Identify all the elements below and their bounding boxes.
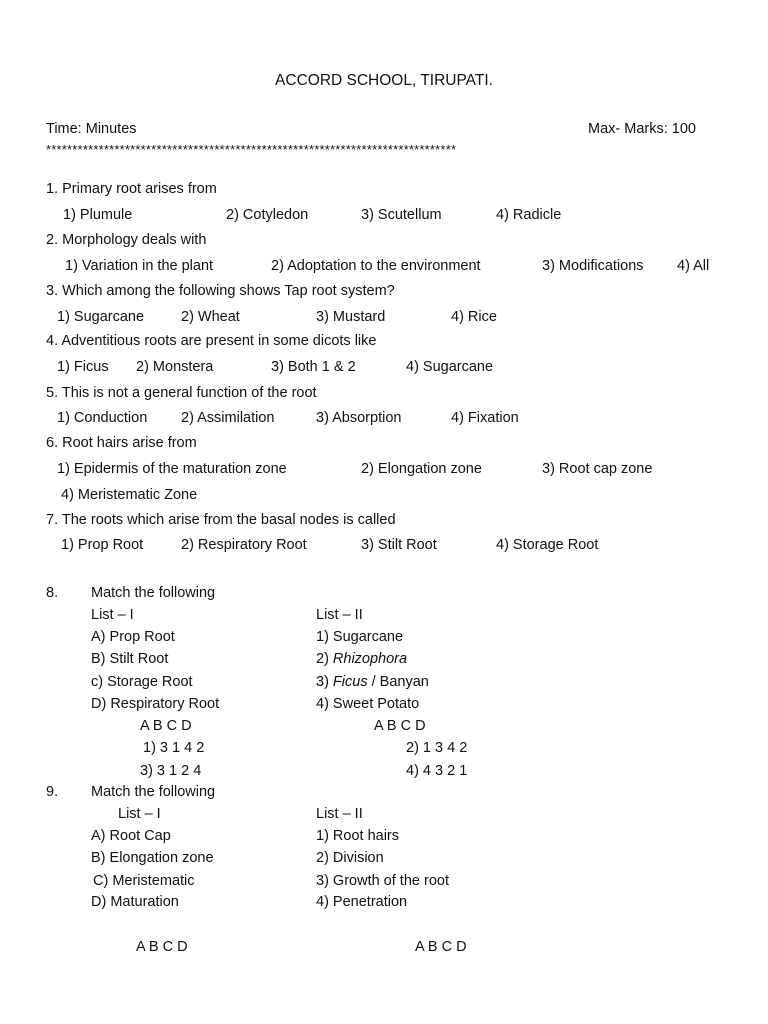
q1-option-4: 4) Radicle [496, 207, 562, 223]
q6-option-1: 1) Epidermis of the maturation zone [57, 461, 287, 477]
question-9-number: 9. [46, 784, 59, 800]
q3-option-1: 1) Sugarcane [57, 309, 145, 325]
q9-list1-item: C) Meristematic [93, 873, 195, 889]
q3-option-2: 2) Wheat [181, 309, 240, 325]
q7-option-1: 1) Prop Root [61, 537, 144, 553]
q8-list2-item [316, 651, 407, 667]
q9-list2-item: 2) Division [316, 850, 384, 866]
q3-option-4: 4) Rice [451, 309, 497, 325]
q8-list2-prefix: 2) [316, 651, 333, 667]
question-4: 4. Adventitious roots are present in some dicots like [46, 333, 377, 349]
q8-list1-item: B) Stilt Root [91, 651, 169, 667]
q9-list1-heading: List – I [118, 806, 161, 822]
q8-list1-item: D) Respiratory Root [91, 696, 220, 712]
q7-option-3: 3) Stilt Root [361, 537, 437, 553]
q8-list2-item: 4) Sweet Potato [316, 696, 420, 712]
q9-abcd-left: A B C D [136, 939, 188, 955]
q2-option-2: 2) Adoptation to the environment [271, 258, 481, 274]
q8-banyan: / Banyan [367, 674, 429, 690]
question-8-number: 8. [46, 585, 59, 601]
question-3: 3. Which among the following shows Tap root system? [46, 283, 395, 299]
q2-option-1: 1) Variation in the plant [65, 258, 214, 274]
question-7: 7. The roots which arise from the basal nodes is called [46, 512, 396, 528]
q4-option-4: 4) Sugarcane [406, 359, 494, 375]
question-2: 2. Morphology deals with [46, 232, 207, 248]
question-5: 5. This is not a general function of the root [46, 385, 317, 401]
q6-option-2: 2) Elongation zone [361, 461, 482, 477]
q5-option-3: 3) Absorption [316, 410, 402, 426]
q8-abcd-left: A B C D [140, 718, 192, 734]
q1-option-2: 2) Cotyledon [226, 207, 309, 223]
q6-option-4: 4) Meristematic Zone [61, 487, 198, 503]
q6-option-3: 3) Root cap zone [542, 461, 653, 477]
question-9-title: Match the following [91, 784, 216, 800]
separator-line: ****************************************************************************** [46, 142, 457, 157]
q9-list1-item: A) Root Cap [91, 828, 171, 844]
q4-option-1: 1) Ficus [57, 359, 109, 375]
q1-option-1: 1) Plumule [63, 207, 133, 223]
q9-list2-heading: List – II [316, 806, 363, 822]
q8-rhizophora: Rhizophora [332, 651, 408, 667]
q9-abcd-right: A B C D [415, 939, 467, 955]
q4-option-2: 2) Monstera [136, 359, 214, 375]
q2-option-3: 3) Modifications [542, 258, 644, 274]
q9-list2-item: 4) Penetration [316, 894, 408, 910]
q2-option-4: 4) All [677, 258, 710, 274]
q7-option-4: 4) Storage Root [496, 537, 599, 553]
q8-option-4: 4) 4 3 2 1 [406, 763, 468, 779]
q5-option-4: 4) Fixation [451, 410, 519, 426]
q4-option-3: 3) Both 1 & 2 [271, 359, 356, 375]
q8-option-3: 3) 3 1 2 4 [140, 763, 202, 779]
school-title: ACCORD SCHOOL, TIRUPATI. [275, 72, 493, 89]
q9-list1-item: D) Maturation [91, 894, 179, 910]
q8-list1-item: A) Prop Root [91, 629, 175, 645]
q8-list2-item: 1) Sugarcane [316, 629, 404, 645]
q8-list1-heading: List – I [91, 607, 134, 623]
max-marks-label: Max- Marks: 100 [588, 121, 696, 137]
q5-option-2: 2) Assimilation [181, 410, 275, 426]
q9-list2-item: 3) Growth of the root [316, 873, 449, 889]
q8-list1-item: c) Storage Root [91, 674, 193, 690]
q8-option-2: 2) 1 3 4 2 [406, 740, 468, 756]
q9-list1-item: B) Elongation zone [91, 850, 214, 866]
question-6: 6. Root hairs arise from [46, 435, 197, 451]
q7-option-2: 2) Respiratory Root [181, 537, 307, 553]
q8-option-1: 1) 3 1 4 2 [143, 740, 205, 756]
q8-list2-item [316, 674, 429, 690]
question-8-title: Match the following [91, 585, 216, 601]
q8-abcd-right: A B C D [374, 718, 426, 734]
q8-list2-prefix: 3) [316, 674, 333, 690]
time-label: Time: Minutes [46, 121, 137, 137]
question-1: 1. Primary root arises from [46, 181, 217, 197]
q1-option-3: 3) Scutellum [361, 207, 442, 223]
q3-option-3: 3) Mustard [316, 309, 386, 325]
q8-list2-heading: List – II [316, 607, 363, 623]
q9-list2-item: 1) Root hairs [316, 828, 400, 844]
q5-option-1: 1) Conduction [57, 410, 148, 426]
q8-ficus: Ficus [332, 674, 368, 690]
